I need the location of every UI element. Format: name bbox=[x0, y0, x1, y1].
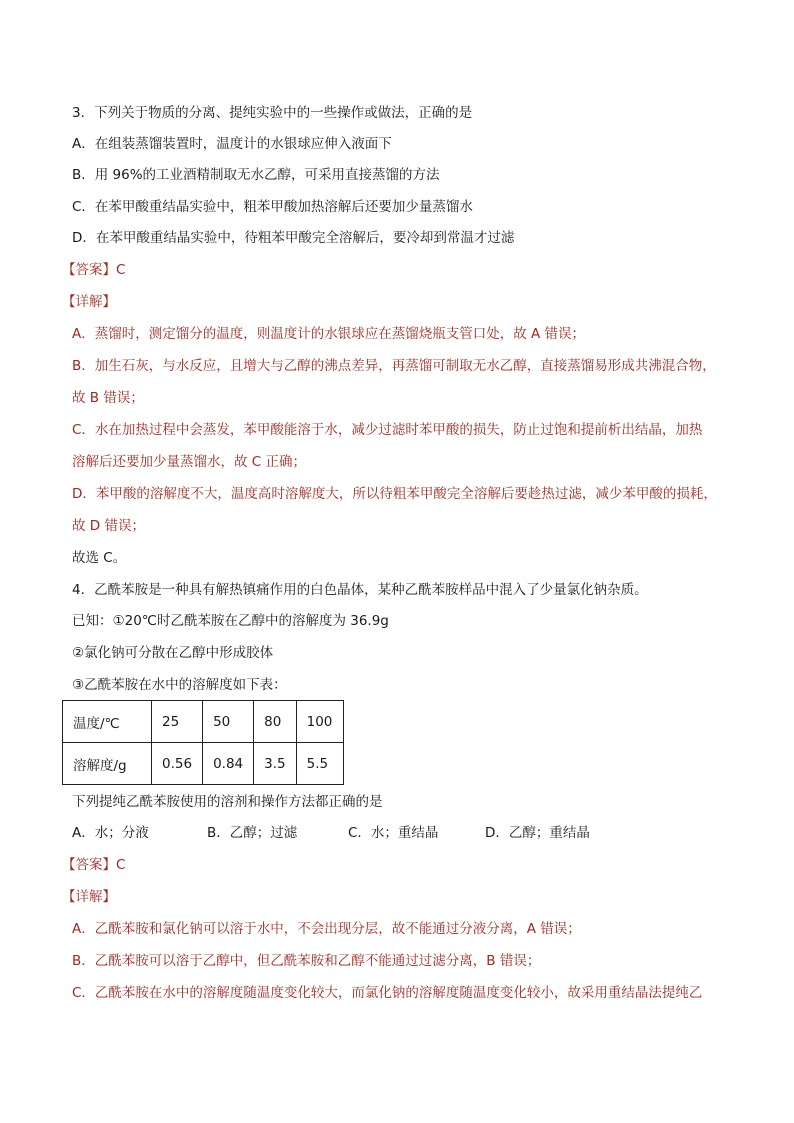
q3-conclusion: 故选 C。 bbox=[72, 550, 127, 566]
q4-stem: 4．乙酰苯胺是一种具有解热镇痛作用的白色晶体，某种乙酰苯胺样品中混入了少量氯化钠杂质。 bbox=[72, 582, 648, 598]
q4-option-b: B．乙醇；过滤 bbox=[207, 825, 298, 841]
q4-known-2: ②氯化钠可分散在乙醇中形成胶体 bbox=[72, 645, 274, 661]
q3-detail-line: A．蒸馏时，测定馏分的温度，则温度计的水银球应在蒸馏烧瓶支管口处，故 A 错误； bbox=[72, 326, 586, 342]
table-cell: 0.84 bbox=[203, 743, 254, 785]
q4-answer-label: 【答案】 bbox=[62, 857, 116, 873]
q4-option-d: D．乙醇；重结晶 bbox=[485, 825, 590, 841]
q3-detail-label: 【详解】 bbox=[62, 294, 116, 310]
table-cell: 5.5 bbox=[296, 743, 343, 785]
q3-detail-line: C．水在加热过程中会蒸发，苯甲酸能溶于水，减少过滤时苯甲酸的损失，防止过饱和提前析出结晶，加热 bbox=[72, 422, 703, 438]
q4-detail-label: 【详解】 bbox=[62, 889, 116, 905]
q4-options bbox=[72, 823, 590, 843]
table-row bbox=[63, 701, 344, 743]
q4-question: 下列提纯乙酰苯胺使用的溶剂和操作方法都正确的是 bbox=[72, 794, 383, 810]
q4-answer-value: C bbox=[116, 857, 126, 873]
q3-option-c: C．在苯甲酸重结晶实验中，粗苯甲酸加热溶解后还要加少量蒸馏水 bbox=[72, 199, 473, 215]
q3-answer bbox=[62, 260, 125, 280]
table-cell: 50 bbox=[203, 701, 254, 743]
table-cell: 温度/℃ bbox=[63, 701, 152, 743]
q4-known-3: ③乙酰苯胺在水中的溶解度如下表： bbox=[72, 677, 287, 693]
table-cell: 25 bbox=[152, 701, 203, 743]
solubility-table bbox=[62, 700, 344, 785]
table-cell: 80 bbox=[254, 701, 296, 743]
q4-known-1: 已知：①20℃时乙酰苯胺在乙醇中的溶解度为 36.9g bbox=[72, 613, 389, 629]
q3-option-d: D．在苯甲酸重结晶实验中，待粗苯甲酸完全溶解后，要冷却到常温才过滤 bbox=[72, 230, 515, 246]
table-cell: 3.5 bbox=[254, 743, 296, 785]
table-cell: 溶解度/g bbox=[63, 743, 152, 785]
q3-answer-label: 【答案】 bbox=[62, 262, 116, 278]
q3-detail-line: D．苯甲酸的溶解度不大，温度高时溶解度大，所以待粗苯甲酸完全溶解后要趁热过滤，减少苯甲酸的损耗， bbox=[72, 486, 717, 502]
q4-option-c: C．水；重结晶 bbox=[348, 825, 439, 841]
q3-detail-line: 溶解后还要加少量蒸馏水，故 C 正确； bbox=[72, 454, 307, 470]
q4-detail-line: A．乙酰苯胺和氯化钠可以溶于水中，不会出现分层，故不能通过分液分离，A 错误； bbox=[72, 921, 581, 937]
table-cell: 0.56 bbox=[152, 743, 203, 785]
q4-detail-line: B．乙酰苯胺可以溶于乙醇中，但乙酰苯胺和乙醇不能通过过滤分离，B 错误； bbox=[72, 953, 541, 969]
q3-option-a: A．在组装蒸馏装置时，温度计的水银球应伸入液面下 bbox=[72, 136, 392, 152]
q4-option-a: A．水；分液 bbox=[72, 825, 149, 841]
table-cell: 100 bbox=[296, 701, 343, 743]
q4-answer bbox=[62, 855, 125, 875]
q3-detail-line: 故 D 错误； bbox=[72, 518, 145, 534]
q4-detail-line: C．乙酰苯胺在水中的溶解度随温度变化较大，而氯化钠的溶解度随温度变化较小，故采用重结晶法提纯乙 bbox=[72, 985, 703, 1001]
q3-option-b: B．用 96%的工业酒精制取无水乙醇，可采用直接蒸馏的方法 bbox=[72, 167, 440, 183]
q3-detail-line: 故 B 错误； bbox=[72, 390, 144, 406]
q3-detail-line: B．加生石灰，与水反应，且增大与乙醇的沸点差异，再蒸馏可制取无水乙醇，直接蒸馏易形成共沸混合物， bbox=[72, 358, 716, 374]
q3-stem: 3．下列关于物质的分离、提纯实验中的一些操作或做法，正确的是 bbox=[72, 105, 473, 121]
q3-answer-value: C bbox=[116, 262, 126, 278]
table-row bbox=[63, 743, 344, 785]
